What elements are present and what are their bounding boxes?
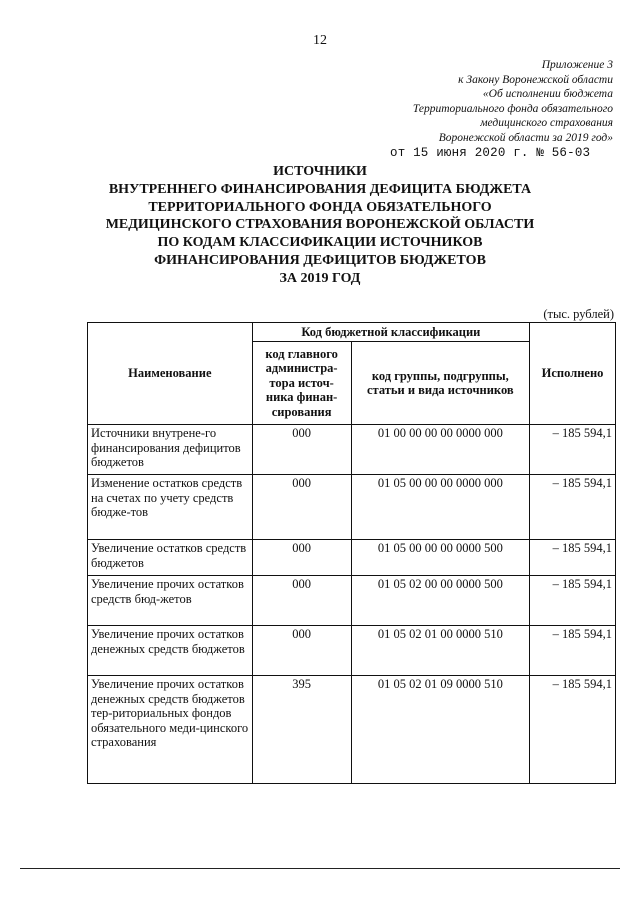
appendix-note bbox=[413, 58, 613, 146]
title-line: ПО КОДАМ КЛАССИФИКАЦИИ ИСТОЧНИКОВ bbox=[157, 235, 483, 251]
row-source-code: 01 05 02 00 00 0000 500 bbox=[351, 576, 530, 626]
row-amount: – 185 594,1 bbox=[530, 626, 616, 676]
table-row bbox=[88, 676, 616, 784]
row-amount: – 185 594,1 bbox=[530, 425, 616, 475]
title-line: МЕДИЦИНСКОГО СТРАХОВАНИЯ ВОРОНЕЖСКОЙ ОБЛАСТИ bbox=[105, 217, 535, 233]
row-amount: – 185 594,1 bbox=[530, 540, 616, 576]
law-date-stamp: от 15 июня 2020 г. № 56-03 bbox=[390, 146, 591, 160]
row-amount: – 185 594,1 bbox=[530, 676, 616, 784]
row-source-code: 01 05 00 00 00 0000 500 bbox=[351, 540, 530, 576]
page-divider bbox=[20, 868, 620, 869]
title-line: ВНУТРЕННЕГО ФИНАНСИРОВАНИЯ ДЕФИЦИТА БЮДЖЕТА bbox=[108, 181, 532, 197]
row-amount: – 185 594,1 bbox=[530, 576, 616, 626]
appendix-line: «Об исполнении бюджета bbox=[482, 88, 613, 101]
row-source-code: 01 00 00 00 00 0000 000 bbox=[351, 425, 530, 475]
header-code-group: Код бюджетной классификации bbox=[252, 323, 529, 342]
table-row bbox=[88, 475, 616, 540]
table-row bbox=[88, 626, 616, 676]
title-line: ЗА 2019 ГОД bbox=[279, 270, 361, 286]
row-amount: – 185 594,1 bbox=[530, 475, 616, 540]
row-source-code: 01 05 02 01 00 0000 510 bbox=[351, 626, 530, 676]
appendix-line: к Закону Воронежской области bbox=[458, 73, 613, 86]
units-label: (тыс. рублей) bbox=[543, 307, 614, 321]
row-source-code: 01 05 02 01 09 0000 510 bbox=[351, 676, 530, 784]
header-name: Наименование bbox=[88, 323, 253, 425]
row-name: Увеличение прочих остатков денежных средств бюджетов bbox=[88, 626, 253, 676]
row-name: Увеличение прочих остатков средств бюд-жетов bbox=[88, 576, 253, 626]
header-admin-code: код главного администра-тора источ-ника финан-сирования bbox=[252, 342, 351, 425]
header-executed: Исполнено bbox=[530, 323, 616, 425]
row-admin-code: 000 bbox=[252, 425, 351, 475]
row-admin-code: 000 bbox=[252, 540, 351, 576]
title-line: ИСТОЧНИКИ bbox=[273, 164, 367, 179]
title-line: ФИНАНСИРОВАНИЯ ДЕФИЦИТОВ БЮДЖЕТОВ bbox=[154, 252, 486, 268]
sources-table bbox=[87, 322, 616, 784]
title-line: ТЕРРИТОРИАЛЬНОГО ФОНДА ОБЯЗАТЕЛЬНОГО bbox=[148, 199, 492, 215]
row-name: Увеличение прочих остатков денежных средств бюджетов тер-риториальных фондов обязательного меди-цинского страхования bbox=[88, 676, 253, 784]
row-admin-code: 000 bbox=[252, 626, 351, 676]
table-row bbox=[88, 540, 616, 576]
table-row bbox=[88, 576, 616, 626]
row-source-code: 01 05 00 00 00 0000 000 bbox=[351, 475, 530, 540]
row-name: Увеличение остатков средств бюджетов bbox=[88, 540, 253, 576]
row-admin-code: 395 bbox=[252, 676, 351, 784]
row-admin-code: 000 bbox=[252, 576, 351, 626]
appendix-line: медицинского страхования bbox=[480, 117, 613, 130]
row-admin-code: 000 bbox=[252, 475, 351, 540]
row-name: Изменение остатков средств на счетах по учету средств бюдже-тов bbox=[88, 475, 253, 540]
document-title bbox=[0, 163, 640, 288]
row-name: Источники внутрене-го финансирования дефицитов бюджетов bbox=[88, 425, 253, 475]
header-source-code: код группы, подгруппы, статьи и вида источников bbox=[351, 342, 530, 425]
appendix-line: Воронежской области за 2019 год» bbox=[438, 131, 613, 144]
page-number: 12 bbox=[313, 33, 327, 48]
table-row bbox=[88, 425, 616, 475]
appendix-line: Приложение 3 bbox=[541, 59, 613, 71]
appendix-line: Территориального фонда обязательного bbox=[412, 102, 613, 115]
